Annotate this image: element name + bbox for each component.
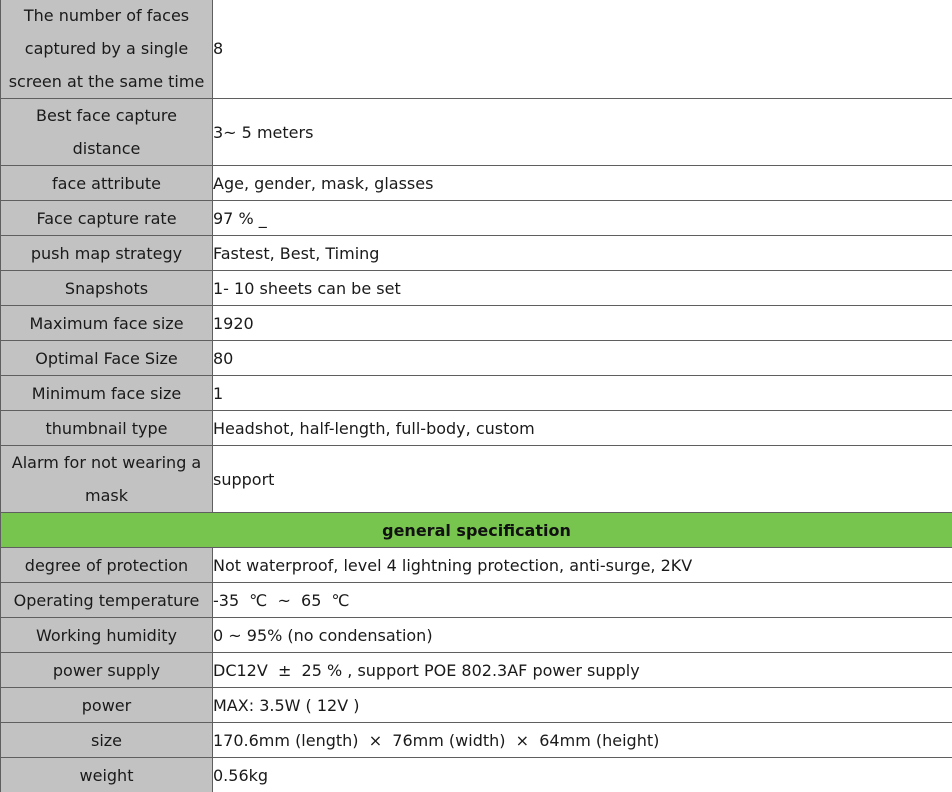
table-row [1,99,952,166]
row-label: power [1,688,213,723]
table-row [1,306,952,341]
row-label: The number of faces captured by a single screen at the same time [1,0,213,99]
table-row [1,583,952,618]
table-row [1,548,952,583]
table-row [1,618,952,653]
row-value: 8 [213,0,952,99]
row-label: Operating temperature [1,583,213,618]
table-row [1,201,952,236]
row-value: Fastest, Best, Timing [213,236,952,271]
row-value: Not waterproof, level 4 lightning protection, anti-surge, 2KV [213,548,952,583]
row-value: Age, gender, mask, glasses [213,166,952,201]
row-label: Snapshots [1,271,213,306]
row-value: 1- 10 sheets can be set [213,271,952,306]
table-row [1,0,952,99]
row-value: DC12V ± 25 % , support POE 802.3AF power supply [213,653,952,688]
row-label: Face capture rate [1,201,213,236]
table-row [1,411,952,446]
table-row [1,446,952,513]
row-value: Headshot, half-length, full-body, custom [213,411,952,446]
row-label: Best face capture distance [1,99,213,166]
row-value: 1 [213,376,952,411]
row-label: size [1,723,213,758]
row-label: weight [1,758,213,792]
row-label: thumbnail type [1,411,213,446]
table-row [1,758,952,792]
table-row [1,236,952,271]
row-value: -35 ℃ ~ 65 ℃ [213,583,952,618]
row-value: 80 [213,341,952,376]
section-header-row [1,513,952,548]
table-row [1,688,952,723]
row-value: 3~ 5 meters [213,99,952,166]
row-label: power supply [1,653,213,688]
table-row [1,271,952,306]
row-label: Minimum face size [1,376,213,411]
row-value: support [213,446,952,513]
table-row [1,723,952,758]
row-label: face attribute [1,166,213,201]
row-value: 170.6mm (length) × 76mm (width) × 64mm (height) [213,723,952,758]
row-value: 1920 [213,306,952,341]
row-label: Optimal Face Size [1,341,213,376]
row-value: 0.56kg [213,758,952,792]
row-label: push map strategy [1,236,213,271]
row-label: Maximum face size [1,306,213,341]
row-label: degree of protection [1,548,213,583]
section-header: general specification [1,513,952,548]
row-value: 0 ~ 95% (no condensation) [213,618,952,653]
row-label: Alarm for not wearing a mask [1,446,213,513]
table-row [1,376,952,411]
table-row [1,653,952,688]
row-value: MAX: 3.5W ( 12V ) [213,688,952,723]
table-row [1,166,952,201]
row-label: Working humidity [1,618,213,653]
table-row [1,341,952,376]
row-value: 97 % _ [213,201,952,236]
